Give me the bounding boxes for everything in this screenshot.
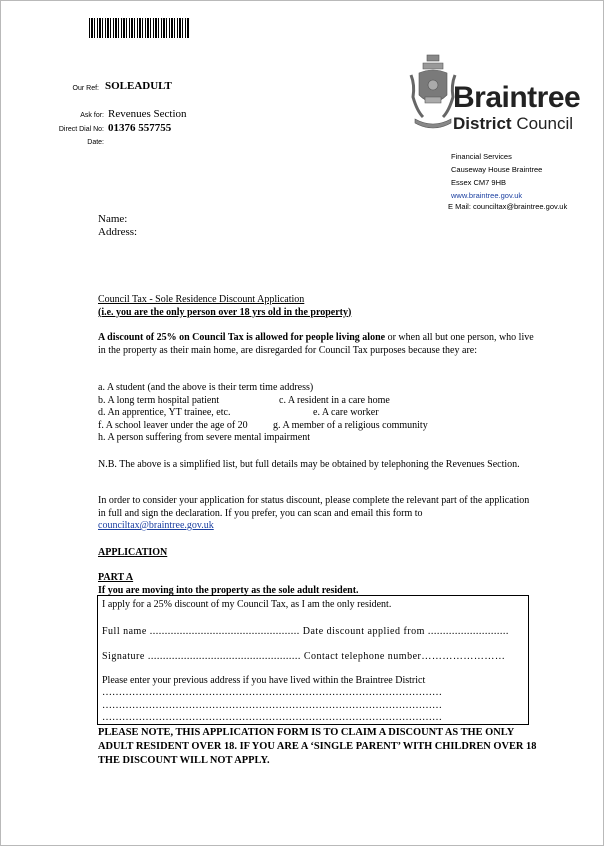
full-name-field[interactable]: Full name .................................................. Date discount applied from ...........................	[102, 626, 509, 637]
our-ref-value: SOLEADULT	[105, 80, 172, 92]
part-a-heading: PART A	[98, 572, 134, 583]
council-logo-text	[453, 83, 580, 133]
address-label: Address:	[98, 226, 138, 238]
signature-field[interactable]: Signature ................................................... Contact telephone number……………………	[102, 651, 506, 662]
intro-rest: or when all but one person, who live in the property as their main home, are disregarded for Council Tax purposes because they are:	[98, 332, 534, 356]
application-heading: APPLICATION	[98, 547, 168, 558]
counciltax-email-link[interactable]: counciltax@braintree.gov.uk	[98, 520, 214, 531]
consider-text: In order to consider your application for status discount, please complete the relevant part of the application in full and sign the declaration. If you prefer, you can scan and email this form to	[98, 495, 530, 519]
list-item-g: g. A member of a religious community	[273, 419, 428, 431]
name-label: Name:	[98, 213, 128, 225]
address-line-1: Financial Services	[451, 152, 512, 161]
previous-address-line-1[interactable]: …………………………………………………………………………………………	[102, 687, 442, 698]
nb-paragraph: N.B. The above is a simplified list, but full details may be obtained by telephoning the Revenues Section.	[98, 459, 520, 470]
logo-council-word: Council	[516, 114, 574, 133]
discount-statement: A discount of 25% on Council Tax is allowed for people living alone	[98, 332, 386, 343]
ask-for-label: Ask for:	[80, 112, 104, 119]
barcode	[89, 18, 189, 38]
list-item-b: b. A long term hospital patient	[98, 394, 220, 406]
logo-braintree: Braintree	[453, 81, 581, 114]
direct-dial-value: 01376 557755	[108, 122, 172, 134]
list-item-f: f. A school leaver under the age of 20	[98, 419, 248, 431]
list-item-a: a. A student (and the above is their term time address)	[98, 382, 314, 393]
website-link[interactable]: www.braintree.gov.uk	[451, 191, 523, 200]
council-crest-logo	[409, 53, 457, 133]
list-item-e: e. A care worker	[313, 407, 379, 418]
form-subtitle: (i.e. you are the only person over 18 yrs old in the property)	[98, 306, 352, 318]
consider-paragraph	[98, 495, 538, 533]
recipient-block	[98, 213, 137, 239]
part-a-form	[97, 595, 529, 725]
previous-address-prompt: Please enter your previous address if you have lived within the Braintree District	[102, 675, 426, 686]
form-title: Council Tax - Sole Residence Discount Application	[98, 294, 305, 305]
apply-statement: I apply for a 25% discount of my Council Tax, as I am the only resident.	[102, 599, 392, 610]
council-email-line	[448, 202, 567, 211]
list-item-h: h. A person suffering from severe mental impairment	[98, 432, 310, 443]
council-email[interactable]: counciltax@braintree.gov.uk	[473, 202, 568, 211]
intro-section	[98, 294, 538, 319]
intro-paragraph	[98, 332, 538, 357]
address-line-2: Causeway House Braintree	[451, 165, 543, 174]
address-line-3: Essex CM7 9HB	[451, 178, 507, 187]
date-label: Date:	[87, 139, 104, 146]
logo-district: District	[453, 114, 512, 133]
direct-dial-label: Direct Dial No:	[58, 126, 104, 133]
list-item-d: d. An apprentice, YT trainee, etc.	[98, 407, 231, 418]
part-a-block	[98, 572, 538, 597]
single-adult-notice: PLEASE NOTE, THIS APPLICATION FORM IS TO CLAIM A DISCOUNT AS THE ONLY ADULT RESIDENT OVER 18. IF YOU ARE A ‘SINGLE PARENT’ WITH CHILDREN OVER 18 THE DISCOUNT WILL NOT APPLY.	[98, 727, 537, 766]
disregard-list	[98, 382, 538, 445]
previous-address-line-2[interactable]: …………………………………………………………………………………………	[102, 700, 442, 711]
our-ref-label: Our Ref:	[72, 85, 99, 92]
part-a-description: If you are moving into the property as the sole adult resident.	[98, 584, 359, 596]
list-item-c: c. A resident in a care home	[279, 394, 390, 406]
ask-for-value: Revenues Section	[108, 108, 187, 120]
email-label: E Mail:	[448, 202, 471, 211]
previous-address-line-3[interactable]: …………………………………………………………………………………………	[102, 712, 442, 723]
application-heading-block	[98, 547, 538, 560]
council-address	[451, 150, 542, 202]
